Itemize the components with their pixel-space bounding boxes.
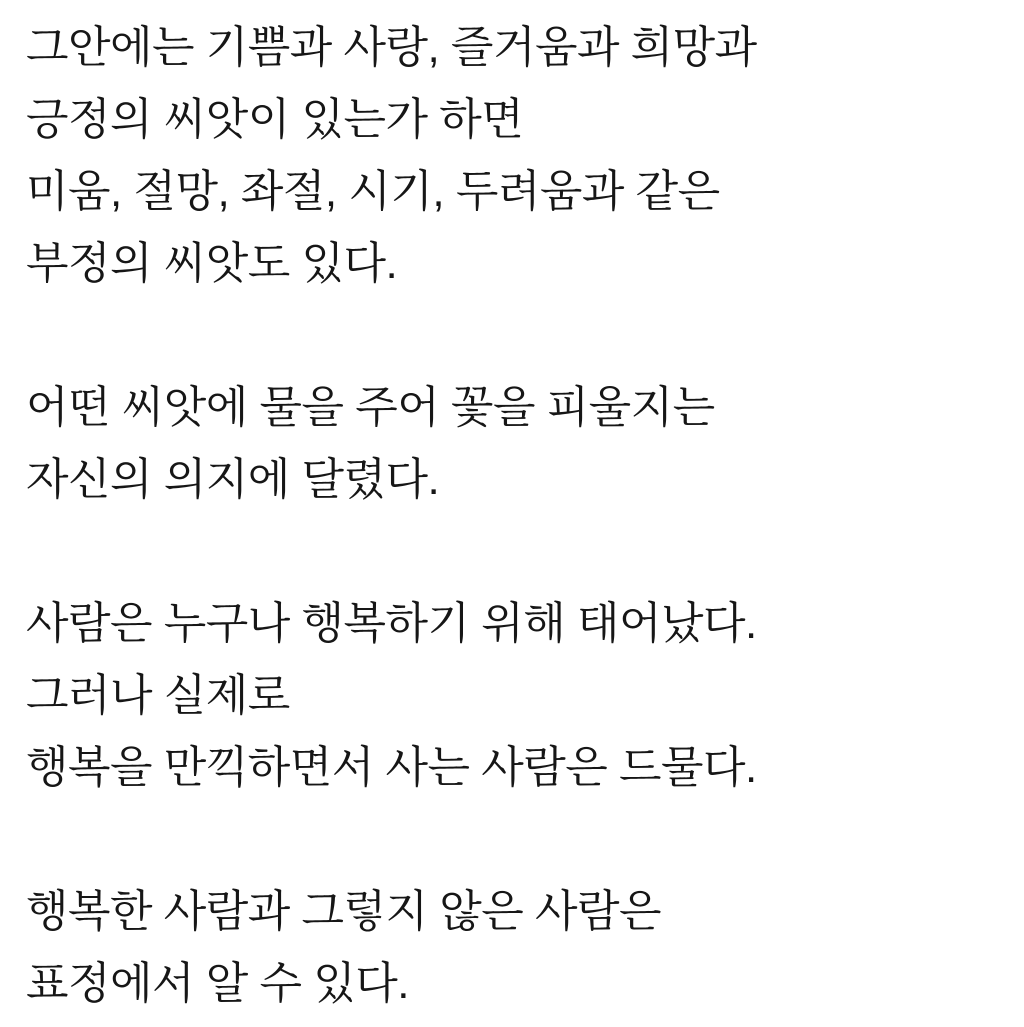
text-line: 그안에는 기쁨과 사랑, 즐거움과 희망과	[26, 23, 757, 72]
paragraph	[26, 372, 1004, 516]
text-line: 사람은 누구나 행복하기 위해 태어났다.	[26, 599, 757, 648]
text-body	[26, 12, 1004, 1020]
text-line: 행복한 사람과 그렇지 않은 사람은	[26, 887, 661, 936]
paragraph	[26, 12, 1004, 300]
paragraph	[26, 876, 1004, 1020]
text-line: 행복을 만끽하면서 사는 사람은 드물다.	[26, 743, 757, 792]
text-line: 자신의 의지에 달렸다.	[26, 455, 440, 504]
text-line: 표정에서 알 수 있다.	[26, 959, 409, 1008]
text-line: 미움, 절망, 좌절, 시기, 두려움과 같은	[26, 167, 720, 216]
text-line: 부정의 씨앗도 있다.	[26, 239, 398, 288]
paragraph	[26, 588, 1004, 804]
text-line: 그러나 실제로	[26, 671, 290, 720]
text-line: 어떤 씨앗에 물을 주어 꽃을 피울지는	[26, 383, 715, 432]
text-line: 긍정의 씨앗이 있는가 하면	[26, 95, 524, 144]
